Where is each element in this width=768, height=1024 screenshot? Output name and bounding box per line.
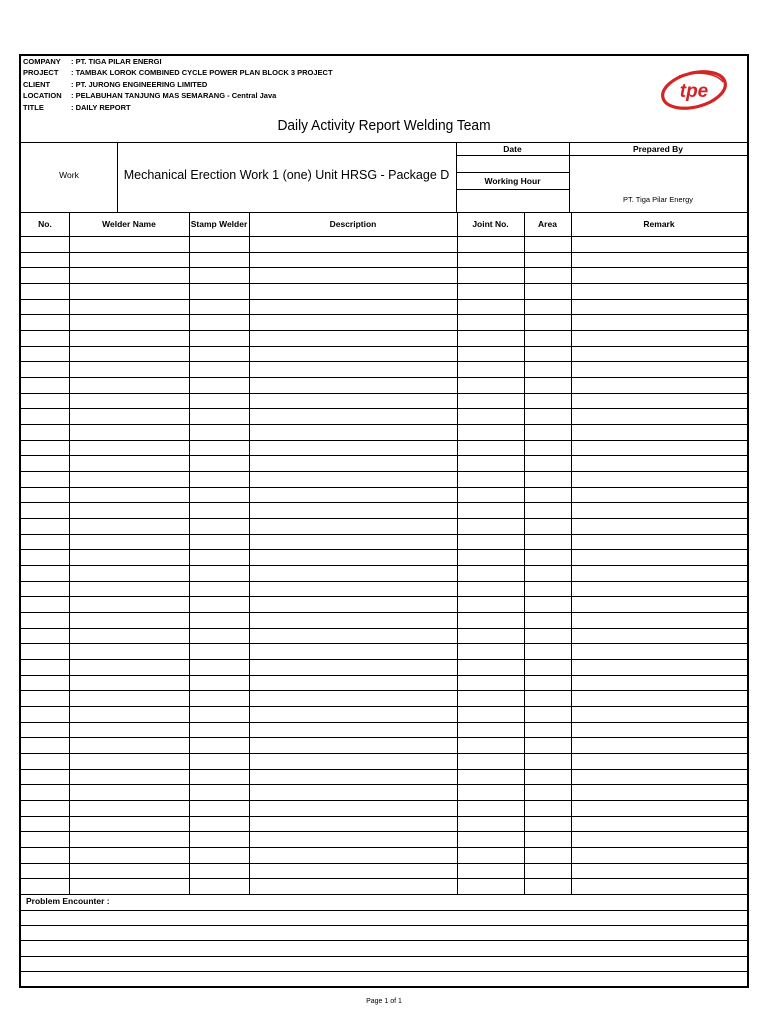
- info-key: TITLE: [23, 102, 44, 112]
- tpe-logo: [659, 68, 729, 112]
- table-row: [21, 690, 747, 691]
- table-row: [21, 346, 747, 347]
- table-row: [21, 643, 747, 644]
- table-row: [21, 878, 747, 879]
- work-label: Work: [59, 170, 79, 180]
- table-row: [21, 534, 747, 535]
- table-row: [21, 424, 747, 425]
- info-key: PROJECT: [23, 68, 59, 78]
- table-row: [21, 518, 747, 519]
- column-header: Description: [329, 219, 377, 229]
- table-row: [21, 455, 747, 456]
- table-row: [21, 596, 747, 597]
- table-row: [21, 831, 747, 832]
- date-label: Date: [503, 144, 522, 154]
- table-row: [21, 706, 747, 707]
- info-value: : TAMBAK LOROK COMBINED CYCLE POWER PLAN BLOCK 3 PROJECT: [71, 68, 333, 78]
- column-header: Welder Name: [102, 219, 156, 229]
- table-row: [21, 549, 747, 550]
- table-row: [21, 487, 747, 488]
- column-header: Stamp Welder: [190, 219, 248, 229]
- table-row: [21, 330, 747, 331]
- report-title: Daily Activity Report Welding Team: [277, 118, 491, 134]
- info-value: : DAILY REPORT: [71, 103, 131, 113]
- table-row: [21, 894, 747, 895]
- problem-encounter-label: Problem Encounter :: [26, 896, 110, 906]
- table-row: [21, 784, 747, 785]
- table-row: [21, 393, 747, 394]
- daily-report-form: [19, 54, 749, 988]
- work-description: Mechanical Erection Work 1 (one) Unit HRSG - Package D: [123, 168, 450, 182]
- table-row: [21, 847, 747, 848]
- table-row: [21, 408, 747, 409]
- problem-line[interactable]: [21, 971, 747, 972]
- table-row: [21, 361, 747, 362]
- info-key: COMPANY: [23, 57, 61, 66]
- table-row: [21, 863, 747, 864]
- table-row: [21, 267, 747, 268]
- table-row: [21, 299, 747, 300]
- table-row: [21, 816, 747, 817]
- table-row: [21, 675, 747, 676]
- table-row: [21, 753, 747, 754]
- table-row: [21, 252, 747, 253]
- table-row: [21, 471, 747, 472]
- table-row: [21, 628, 747, 629]
- problem-line[interactable]: [21, 910, 747, 911]
- info-value: : PT. JURONG ENGINEERING LIMITED: [71, 80, 207, 90]
- prepared-by-company: PT. Tiga Pilar Energy: [622, 195, 694, 204]
- table-row: [21, 722, 747, 723]
- table-row: [21, 737, 747, 738]
- problem-line[interactable]: [21, 925, 747, 926]
- page-number: Page 1 of 1: [366, 998, 402, 1005]
- svg-text:tpe: tpe: [679, 81, 709, 102]
- table-row: [21, 800, 747, 801]
- table-row: [21, 502, 747, 503]
- table-row: [21, 377, 747, 378]
- table-row: [21, 565, 747, 566]
- table-row: [21, 581, 747, 582]
- column-header: Area: [538, 219, 557, 229]
- column-header: Remark: [643, 219, 675, 229]
- date-value[interactable]: [456, 156, 569, 172]
- column-header: Joint No.: [472, 219, 509, 229]
- problem-line[interactable]: [21, 940, 747, 941]
- info-value: : PT. TIGA PILAR ENERGI: [71, 57, 162, 67]
- problem-line[interactable]: [21, 956, 747, 957]
- info-value: : PELABUHAN TANJUNG MAS SEMARANG - Central Java: [71, 91, 276, 101]
- column-header: No.: [38, 219, 52, 229]
- table-row: [21, 612, 747, 613]
- info-key: CLIENT: [23, 79, 51, 89]
- table-row: [21, 440, 747, 441]
- table-row: [21, 283, 747, 284]
- table-row: [21, 659, 747, 660]
- working-hour-label: Working Hour: [484, 176, 541, 186]
- table-row: [21, 769, 747, 770]
- prepared-by-label: Prepared By: [632, 144, 684, 154]
- working-hour-value[interactable]: [456, 190, 569, 212]
- table-row: [21, 314, 747, 315]
- info-key: LOCATION: [23, 91, 62, 101]
